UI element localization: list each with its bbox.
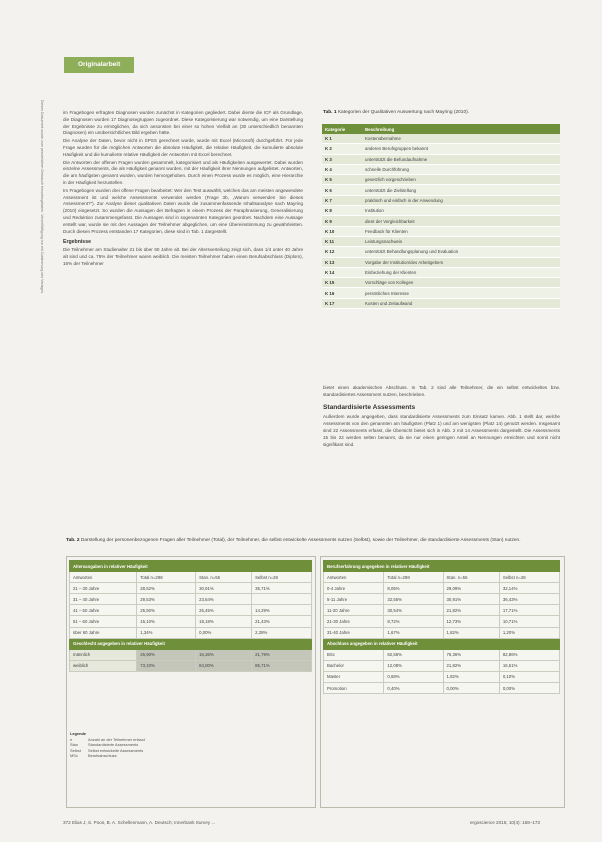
category-code: K 8 <box>322 206 362 216</box>
category-description: Feedback für Klienten <box>362 226 560 236</box>
cell-value: 73,10% <box>137 660 196 671</box>
category-code: K 1 <box>322 134 362 144</box>
category-description: Einbeziehung der Klienten <box>362 267 560 277</box>
table-row <box>70 594 312 605</box>
table-row <box>322 175 560 185</box>
table-row <box>322 164 560 174</box>
table-row <box>322 257 560 267</box>
table-row <box>324 605 560 616</box>
legend-desc: Standardisierte Assessments <box>88 742 139 747</box>
cell-value: 0,40% <box>384 683 443 694</box>
cell-value: 23,64% <box>196 594 252 605</box>
category-code: K 6 <box>322 185 362 195</box>
row-label: Bachelor <box>324 660 384 671</box>
section-title: Altersangaben in relativer Häufigkeit <box>70 561 312 572</box>
section-header-row <box>70 638 312 649</box>
column-header-row <box>324 572 560 583</box>
cell-value: 84,00% <box>196 660 252 671</box>
cell-value: 16,36% <box>196 649 252 660</box>
category-code: K 12 <box>322 247 362 257</box>
cell-value: 25,45% <box>196 605 252 616</box>
table-row <box>322 144 560 154</box>
legend-title: Legende <box>70 731 86 736</box>
category-description: Kosten und Zeitaufwand <box>362 298 560 308</box>
column-header: Stan. n=55 <box>443 572 499 583</box>
paragraph: Die Antworten der offenen Fragen wurden gesammelt, kategorisiert und als Häufigkeiten ausgewertet. Dabei wurden einzelne Assessments, die als Häufigkeit genannt wurden, mit der Häufigkeit ihrer Nennungen aufgelistet. Antworten, die am häufigsten genannt wurden, wurden hervorgehoben. Durch einen Prozess wurde es möglich, eine Hierarchie in der Häufigkeit herzustellen. <box>63 159 303 185</box>
cell-value: 15,10% <box>137 616 196 627</box>
cell-value: 0,10% <box>499 671 559 682</box>
cell-value: 85,71% <box>252 660 312 671</box>
cell-value: 35,71% <box>252 583 312 594</box>
row-label: 31-40 Jahre <box>324 627 384 638</box>
row-label: 5-11 Jahre <box>324 594 384 605</box>
cell-value: 0,00% <box>196 627 252 638</box>
category-code: K 14 <box>322 267 362 277</box>
side-note <box>34 100 46 700</box>
column-header: Total n=298 <box>137 572 196 583</box>
table-row <box>322 267 560 277</box>
table-row <box>322 288 560 298</box>
legend-abbr: Stan <box>70 742 79 747</box>
cell-value: 8,05% <box>384 583 443 594</box>
section-header-row <box>70 561 312 572</box>
cell-value: 30,91% <box>443 594 499 605</box>
table-row <box>324 627 560 638</box>
table-row <box>322 278 560 288</box>
cell-value: 14,29% <box>252 605 312 616</box>
heading-ergebnisse: Ergebnisse <box>63 239 91 246</box>
cell-value: 21,43% <box>252 616 312 627</box>
category-description: unterstützt die Befundaufnahme <box>362 154 560 164</box>
column-header: Antworten <box>70 572 137 583</box>
cell-value: 2,28% <box>252 627 312 638</box>
table-row <box>322 185 560 195</box>
section-header-row <box>324 638 560 649</box>
table-row <box>324 616 560 627</box>
cell-value: 36,43% <box>499 594 559 605</box>
cell-value: 25,50% <box>137 605 196 616</box>
column-header-row <box>70 572 312 583</box>
legend-desc: Selbst entwickelte Assessments <box>88 747 144 753</box>
category-description: praktisch und einfach in der Anwendung <box>362 195 560 205</box>
table-row <box>324 671 560 682</box>
table-row <box>70 583 312 594</box>
table-row <box>70 616 312 627</box>
row-label: über 60 Jahre <box>70 627 137 638</box>
row-label: 11-20 Jahre <box>324 605 384 616</box>
cell-value: 0,00% <box>499 683 559 694</box>
category-code: K 17 <box>322 298 362 308</box>
cell-value: 0,00% <box>443 683 499 694</box>
category-code: K 15 <box>322 278 362 288</box>
left-column <box>63 110 303 269</box>
category-code: K 13 <box>322 257 362 267</box>
legend-abbr: Selbst <box>70 747 81 753</box>
row-label: 0-4 Jahre <box>324 583 384 594</box>
cell-value: 32,14% <box>499 583 559 594</box>
category-code: K 3 <box>322 154 362 164</box>
table-age-gender <box>69 560 312 672</box>
table-categories <box>322 124 560 309</box>
cell-value: 17,71% <box>499 605 559 616</box>
cell-value: 26,90% <box>137 649 196 660</box>
cell-value: 30,91% <box>196 583 252 594</box>
cell-value: 29,09% <box>443 583 499 594</box>
table-row <box>322 298 560 308</box>
cell-value: 21,82% <box>443 660 499 671</box>
column-header: Selbst n=28 <box>252 572 312 583</box>
table-experience-degree <box>323 560 560 694</box>
column-header: Stan. n=55 <box>196 572 252 583</box>
legend-abbr: MSc <box>70 753 78 758</box>
tab2-legend <box>70 731 145 759</box>
cell-value: 82,86% <box>499 649 559 660</box>
section-title: Berufserfahrung angegeben in relativer Häufigkeit <box>324 561 560 572</box>
category-description: Institution <box>362 206 560 216</box>
cell-value: 32,55% <box>384 594 443 605</box>
paragraph: bietet einen akademischen Abschluss. In Tab. 2 sind alle Teilnehmer, die ein selbst entwickeltes bzw. standardisiertes Assessment nutzen, beschrieben. <box>323 385 560 397</box>
table-row <box>322 195 560 205</box>
table-row <box>324 649 560 660</box>
table-row <box>322 236 560 246</box>
cell-value: 1,82% <box>443 671 499 682</box>
category-description: dient der Vergleichbarkeit <box>362 216 560 226</box>
cell-value: 12,08% <box>384 660 443 671</box>
category-description: unterstützt Behandlungsplanung und Evaluation <box>362 247 560 257</box>
column-header: Total n=298 <box>384 572 443 583</box>
legend-desc: Berufsabschluss <box>88 753 117 758</box>
cell-value: 12,73% <box>443 616 499 627</box>
cell-value: 21,79% <box>252 649 312 660</box>
copyright-note: Dieses Dokument wurde zum persönlichen Gebrauch heruntergeladen. Vervielfältigung nur mit Zustimmung des Verlages. <box>40 100 44 295</box>
category-description: Kostenübernahme <box>362 134 560 144</box>
paragraph: Im Fragebogen wurden drei offene Fragen bearbeitet: Wer den Test auswählt, welches das am meisten angewendete Assessment ist und welche Assessments verwendet werden (Frage 3b, „Warum verwenden Sie dieses Assessment?“). Zur Analyse dieser qualitativen Daten wurde die zusammenfassende Inhaltsanalyse nach Mayring (2010) eingesetzt. So wurden die Aussagen der Befragten in einem Prozess der Paraphrasierung, Generalisierung und Reduktion zusammengefasst. Die Aussagen sind in sogenannten Kategorien geordnet. Nachdem eine Aussage erstellt war, wurde sie mit den Aussagen der Teilnehmer abgeglichen, um eine Übereinstimmung zu gewährleisten. Durch diesen Prozess entstanden 17 Kategorien, diese sind in Tab. 1 dargestellt. <box>63 187 303 234</box>
category-code: K 16 <box>322 288 362 298</box>
cell-value: 28,52% <box>137 583 196 594</box>
category-code: K 2 <box>322 144 362 154</box>
table-row <box>322 216 560 226</box>
cell-value: 1,82% <box>443 627 499 638</box>
category-code: K 7 <box>322 195 362 205</box>
cell-value: 16,51% <box>499 660 559 671</box>
row-label: 51 – 60 Jahre <box>70 616 137 627</box>
row-label: männlich <box>70 649 137 660</box>
row-label: Master <box>324 671 384 682</box>
table-row <box>70 660 312 671</box>
tab2-caption-text: Darstellung der personenbezogenen Fragen aller Teilnehmer (Total), der Teilnehmer, die selbst entwickelte Assessments nutzen (Selbst), sowie der Teilnehmer, die standardisierte Assessments (Stan) nutzen. <box>80 538 521 543</box>
paragraph: Außerdem wurde angegeben, dass standardisierte Assessments zum Einsatz kamen. Abb. 1 stellt dar, welche Assessments von den genannten am häufigsten (Platz 1) und am wenigsten (Platz 14) genutzt werden. Insgesamt sind 22 Assessments erfasst, die Übersicht bietet sich in Abb. 2 mit 14 Assessments dargestellt. Die Assessments 15 bis 22 werden selten benannt, da sie nur einen geringen Anteil an Nennungen erreichten und somit nicht signifikant sind. <box>323 414 560 447</box>
tab2-label: Tab. 2 <box>66 538 80 543</box>
category-code: K 4 <box>322 164 362 174</box>
cell-value: 10,71% <box>499 616 559 627</box>
table-row <box>322 134 560 144</box>
table-row <box>70 649 312 660</box>
section-header-row <box>324 561 560 572</box>
heading-standardisierte-assessments: Standardisierte Assessments <box>323 403 416 411</box>
category-code: K 11 <box>322 236 362 246</box>
category-description: anderen Berufsgruppen bekannt <box>362 144 560 154</box>
category-description: Leistungsnachweis <box>362 236 560 246</box>
column-header: Beschreibung <box>362 124 560 134</box>
cell-value: 1,20% <box>499 627 559 638</box>
category-code: K 9 <box>322 216 362 226</box>
category-description: Vorgabe der Institution/des Arbeitgebers <box>362 257 560 267</box>
cell-value: 21,82% <box>443 605 499 616</box>
cell-value: 1,34% <box>137 627 196 638</box>
cell-value: 76,36% <box>443 649 499 660</box>
cell-value: 29,53% <box>137 594 196 605</box>
cell-value <box>252 594 312 605</box>
row-label: 31 – 40 Jahre <box>70 594 137 605</box>
cell-value: 8,72% <box>384 616 443 627</box>
tab1-label: Tab. 1 <box>323 110 337 115</box>
footer-journal: ergoscience 2015; 10(4): 168–173 <box>470 820 540 825</box>
cell-value: 1,67% <box>384 627 443 638</box>
row-label: weiblich <box>70 660 137 671</box>
category-code: K 5 <box>322 175 362 185</box>
section-title: Abschluss angegeben in relativer Häufigkeit <box>324 638 560 649</box>
paragraph: im Fragebogen erfragten Diagnosen wurden zunächst in Kategorien gegliedert. Dabei diente die ICF als Grundlage, die Diagnosen wurden 17 Diagnosegruppen zugeordnet. Diese Kategorisierung war notwendig, um eine Darstellung der Ergebnisse zu ermöglichen, da sich ansonsten bei einer so hohen Vielfalt an (30 unterschiedlich benannten Diagnosen) ein unübersichtliches Bild ergeben hätte. <box>63 110 303 136</box>
table-row <box>70 605 312 616</box>
column-header: Kategorie <box>322 124 362 134</box>
table-row <box>324 594 560 605</box>
row-label: 21 – 30 Jahre <box>70 583 137 594</box>
tab1-caption-text: Kategorien der Qualitativen Auswertung nach Mayring (2010). <box>337 110 470 115</box>
row-label: 21-30 Jahre <box>324 616 384 627</box>
category-description: unterstützt die Zielstellung <box>362 185 560 195</box>
legend-abbr: n <box>70 736 73 742</box>
legend-item <box>70 753 145 759</box>
table-row <box>324 683 560 694</box>
row-label: 41 – 50 Jahre <box>70 605 137 616</box>
paragraph: Die Analyse der Daten, bevor nicht in SPSS gerechnet wurde, wurde mit Excel (Microsoft) durchgeführt. Für jede Frage wurden für die möglichen Antworten die absolute Häufigkeit, die relative Häufigkeit, die kumulierte absolute Häufigkeit und die kumulierte relative Häufigkeit der Antworten mit Excel berechnet. <box>63 138 303 157</box>
table-row <box>322 154 560 164</box>
table-row <box>322 206 560 216</box>
table-row <box>322 226 560 236</box>
tab1-caption <box>323 110 563 115</box>
table-row <box>324 660 560 671</box>
paragraph: Die Teilnehmer am Studienalter 21 bis über 60 Jahre alt. Bei der Altersverteilung zeigt sich, dass 1/4 unter 40 Jahre alt sind und ca. 75% der Teilnehmer waren weiblich. Die meisten Teilnehmer haben einen Berufsabschluss (Diplom), 16% der Teilnehmer <box>63 247 303 266</box>
category-description: schnelle Durchführung <box>362 164 560 174</box>
right-column <box>323 385 560 449</box>
row-label: Promotion <box>324 683 384 694</box>
category-code: K 10 <box>322 226 362 236</box>
category-description: persönliches Interesse <box>362 288 560 298</box>
column-header: Antworten <box>324 572 384 583</box>
category-description: gesetzlich vorgeschrieben <box>362 175 560 185</box>
table-row <box>70 627 312 638</box>
table-row <box>324 583 560 594</box>
category-description: Vorschläge von Kollegen <box>362 278 560 288</box>
table-row <box>322 247 560 257</box>
cell-value: 18,18% <box>196 616 252 627</box>
cell-value: 82,55% <box>384 649 443 660</box>
cell-value: 0,68% <box>384 671 443 682</box>
row-label: BSc <box>324 649 384 660</box>
legend-desc: Anzahl an der Teilnehmer erfasst <box>88 736 145 742</box>
cell-value: 30,54% <box>384 605 443 616</box>
footer-citation: 372 Elias J, S. Poos, B. A. Schellenmann, A. Deutsch; Innerbank Survey ... <box>63 820 216 825</box>
tab2-caption <box>66 537 560 544</box>
section-tab: Originalarbeit <box>64 57 134 73</box>
section-title: Geschlecht angegeben in relativer Häufigkeit <box>70 638 312 649</box>
column-header: Selbst n=28 <box>499 572 559 583</box>
